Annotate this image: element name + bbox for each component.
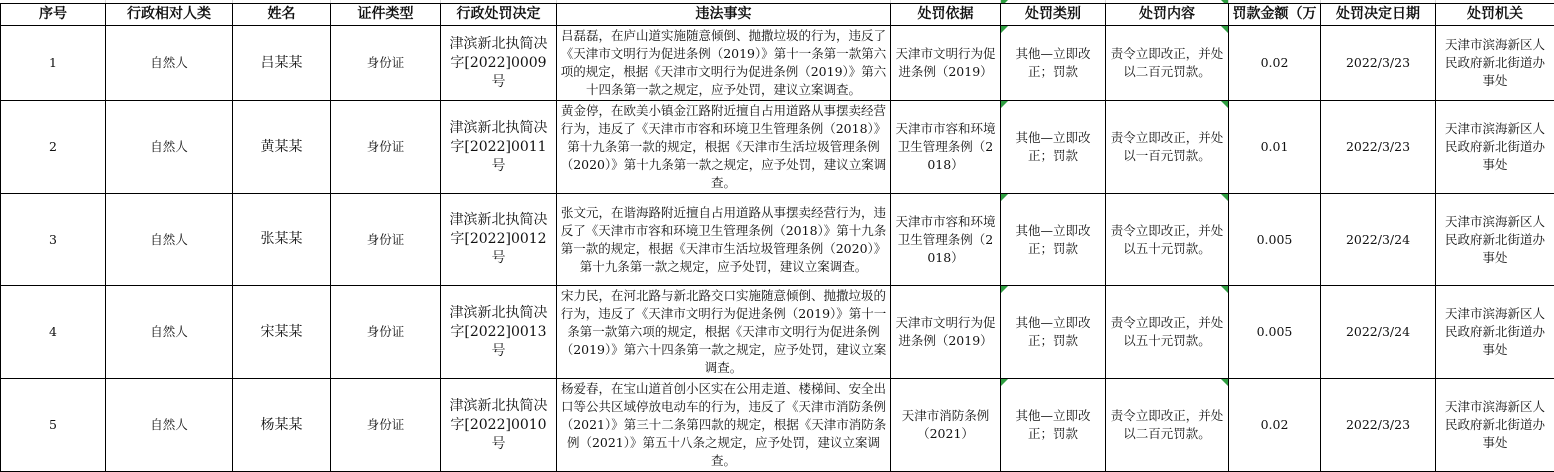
cell-text: 其他—立即改正；罚款 bbox=[1004, 129, 1102, 165]
cell-text: 其他—立即改正；罚款 bbox=[1004, 407, 1102, 443]
cell-text: 责令立即改正，并处以二百元罚款。 bbox=[1109, 45, 1225, 81]
col-header-facts[interactable]: 违法事实 bbox=[557, 4, 891, 26]
cell-name[interactable]: 杨某某 bbox=[233, 379, 331, 472]
cell-basis[interactable]: 天津市市容和环境卫生管理条例（2018） bbox=[891, 101, 1001, 194]
cell-decision-no[interactable]: 津滨新北执简决字[2022]0011号 bbox=[441, 101, 557, 194]
cell-date[interactable]: 2022/3/23 bbox=[1321, 26, 1436, 101]
cell-seq[interactable]: 4 bbox=[1, 286, 106, 379]
error-indicator-icon bbox=[1221, 26, 1228, 33]
cell-authority[interactable]: 天津市滨海新区人民政府新北街道办事处 bbox=[1436, 194, 1554, 286]
error-indicator-icon bbox=[1001, 194, 1008, 201]
cell-text: 责令立即改正，并处以一百元罚款。 bbox=[1109, 129, 1225, 165]
cell-authority[interactable]: 天津市滨海新区人民政府新北街道办事处 bbox=[1436, 26, 1554, 101]
error-indicator-icon bbox=[1221, 286, 1228, 293]
cell-category[interactable] bbox=[1001, 101, 1106, 194]
col-header-seq[interactable]: 序号 bbox=[1, 4, 106, 26]
cell-decision-no[interactable]: 津滨新北执简决字[2022]0009号 bbox=[441, 26, 557, 101]
error-indicator-icon bbox=[1221, 101, 1228, 108]
cell-facts[interactable]: 张文元，在谐海路附近擅自占用道路从事摆卖经营行为，违反了《天津市市容和环境卫生管理条例（2018）》第十九条第一款的规定，根据《天津市生活垃圾管理条例（2020）》第十九条第一款之规定，应予处罚，建议立案调查。 bbox=[557, 194, 891, 286]
cell-party-type[interactable]: 自然人 bbox=[106, 286, 233, 379]
cell-date[interactable]: 2022/3/24 bbox=[1321, 286, 1436, 379]
cell-party-type[interactable]: 自然人 bbox=[106, 101, 233, 194]
error-indicator-icon bbox=[1221, 194, 1228, 201]
cell-decision-no[interactable]: 津滨新北执简决字[2022]0010号 bbox=[441, 379, 557, 472]
col-header-authority[interactable]: 处罚机关 bbox=[1436, 4, 1554, 26]
cell-party-type[interactable]: 自然人 bbox=[106, 194, 233, 286]
cell-id-type[interactable]: 身份证 bbox=[331, 26, 441, 101]
cell-text: 责令立即改正，并处以二百元罚款。 bbox=[1109, 407, 1225, 443]
cell-authority[interactable]: 天津市滨海新区人民政府新北街道办事处 bbox=[1436, 101, 1554, 194]
cell-id-type[interactable]: 身份证 bbox=[331, 101, 441, 194]
cell-category[interactable] bbox=[1001, 194, 1106, 286]
error-indicator-icon bbox=[1001, 26, 1008, 33]
cell-seq[interactable]: 2 bbox=[1, 101, 106, 194]
col-header-party-type[interactable]: 行政相对人类 bbox=[106, 4, 233, 26]
table-row bbox=[1, 101, 1554, 194]
cell-text: 其他—立即改正；罚款 bbox=[1004, 222, 1102, 258]
col-header-decision-no[interactable]: 行政处罚决定 bbox=[441, 4, 557, 26]
cell-facts[interactable]: 杨爱春，在宝山道首创小区实在公用走道、楼梯间、安全出口等公共区域停放电动车的行为，违反了《天津市消防条例（2021）》第三十二条第四款的规定，根据《天津市消防条例（2021）》第五十八条之规定，应予处罚，建议立案调查。 bbox=[557, 379, 891, 472]
error-indicator-icon bbox=[1001, 286, 1008, 293]
cell-seq[interactable]: 3 bbox=[1, 194, 106, 286]
cell-date[interactable]: 2022/3/23 bbox=[1321, 101, 1436, 194]
cell-category[interactable] bbox=[1001, 26, 1106, 101]
cell-id-type[interactable]: 身份证 bbox=[331, 379, 441, 472]
cell-name[interactable]: 张某某 bbox=[233, 194, 331, 286]
cell-date[interactable]: 2022/3/23 bbox=[1321, 379, 1436, 472]
error-indicator-icon bbox=[1001, 101, 1008, 108]
cell-amount[interactable]: 0.02 bbox=[1229, 26, 1321, 101]
cell-content[interactable] bbox=[1106, 379, 1229, 472]
cell-content[interactable] bbox=[1106, 101, 1229, 194]
cell-basis[interactable]: 天津市文明行为促进条例（2019） bbox=[891, 26, 1001, 101]
cell-amount[interactable]: 0.02 bbox=[1229, 379, 1321, 472]
table-row bbox=[1, 194, 1554, 286]
col-header-content[interactable]: 处罚内容 bbox=[1106, 4, 1229, 26]
cell-content[interactable] bbox=[1106, 286, 1229, 379]
cell-category[interactable] bbox=[1001, 379, 1106, 472]
cell-decision-no[interactable]: 津滨新北执简决字[2022]0013号 bbox=[441, 286, 557, 379]
cell-authority[interactable]: 天津市滨海新区人民政府新北街道办事处 bbox=[1436, 379, 1554, 472]
error-indicator-icon bbox=[1001, 379, 1008, 386]
cell-decision-no[interactable]: 津滨新北执简决字[2022]0012号 bbox=[441, 194, 557, 286]
cell-content[interactable] bbox=[1106, 26, 1229, 101]
col-header-amount[interactable]: 罚款金额（万 bbox=[1229, 4, 1321, 26]
cell-date[interactable]: 2022/3/24 bbox=[1321, 194, 1436, 286]
cell-seq[interactable]: 5 bbox=[1, 379, 106, 472]
header-row bbox=[1, 4, 1554, 26]
cell-id-type[interactable]: 身份证 bbox=[331, 286, 441, 379]
error-indicator-icon bbox=[1221, 379, 1228, 386]
cell-basis[interactable]: 天津市文明行为促进条例（2019） bbox=[891, 286, 1001, 379]
table-row bbox=[1, 26, 1554, 101]
col-header-date[interactable]: 处罚决定日期 bbox=[1321, 4, 1436, 26]
cell-amount[interactable]: 0.01 bbox=[1229, 101, 1321, 194]
cell-authority[interactable]: 天津市滨海新区人民政府新北街道办事处 bbox=[1436, 286, 1554, 379]
cell-id-type[interactable]: 身份证 bbox=[331, 194, 441, 286]
cell-party-type[interactable]: 自然人 bbox=[106, 379, 233, 472]
cell-name[interactable]: 宋某某 bbox=[233, 286, 331, 379]
cell-amount[interactable]: 0.005 bbox=[1229, 194, 1321, 286]
cell-text: 其他—立即改正；罚款 bbox=[1004, 45, 1102, 81]
cell-basis[interactable]: 天津市消防条例（2021） bbox=[891, 379, 1001, 472]
cell-name[interactable]: 吕某某 bbox=[233, 26, 331, 101]
table-row bbox=[1, 286, 1554, 379]
col-header-basis[interactable]: 处罚依据 bbox=[891, 4, 1001, 26]
cell-amount[interactable]: 0.005 bbox=[1229, 286, 1321, 379]
table-row bbox=[1, 379, 1554, 472]
cell-facts[interactable]: 吕磊磊，在庐山道实施随意倾倒、抛撒垃圾的行为，违反了《天津市文明行为促进条例（2019）》第十一条第一款第六项的规定，根据《天津市文明行为促进条例（2019）》第六十四条第一款之规定，应予处罚，建议立案调查。 bbox=[557, 26, 891, 101]
cell-text: 责令立即改正，并处以五十元罚款。 bbox=[1109, 222, 1225, 258]
col-header-id-type[interactable]: 证件类型 bbox=[331, 4, 441, 26]
cell-party-type[interactable]: 自然人 bbox=[106, 26, 233, 101]
cell-facts[interactable]: 宋力民，在河北路与新北路交口实施随意倾倒、抛撒垃圾的行为，违反了《天津市文明行为促进条例（2019）》第十一条第一款第六项的规定，根据《天津市文明行为促进条例（2019）》第六十四条第一款之规定，应予处罚，建议立案调查。 bbox=[557, 286, 891, 379]
cell-facts[interactable]: 黄金停，在欧美小镇金江路附近擅自占用道路从事摆卖经营行为，违反了《天津市市容和环境卫生管理条例（2018）》第十九条第一款的规定，根据《天津市生活垃圾管理条例（2020）》第十九条第一款之规定，应予处罚，建议立案调查。 bbox=[557, 101, 891, 194]
cell-text: 其他—立即改正；罚款 bbox=[1004, 314, 1102, 350]
col-header-category[interactable]: 处罚类别 bbox=[1001, 4, 1106, 26]
cell-seq[interactable]: 1 bbox=[1, 26, 106, 101]
cell-name[interactable]: 黄某某 bbox=[233, 101, 331, 194]
col-header-name[interactable]: 姓名 bbox=[233, 4, 331, 26]
cell-text: 责令立即改正，并处以五十元罚款。 bbox=[1109, 314, 1225, 350]
cell-content[interactable] bbox=[1106, 194, 1229, 286]
cell-category[interactable] bbox=[1001, 286, 1106, 379]
cell-basis[interactable]: 天津市市容和环境卫生管理条例（2018） bbox=[891, 194, 1001, 286]
